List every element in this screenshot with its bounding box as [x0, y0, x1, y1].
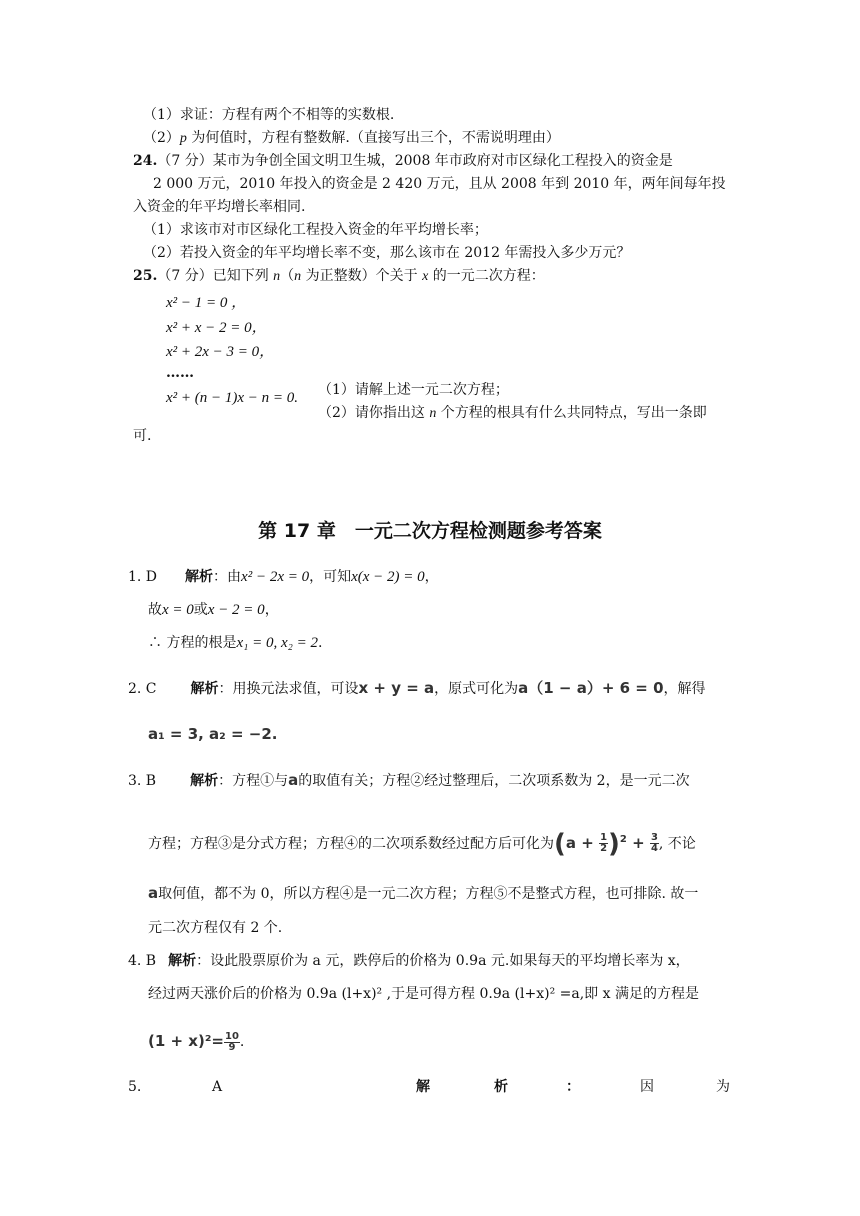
answer-1-l3-eq: x₁ = 0, x₂ = 2	[236, 635, 318, 651]
answer-4-line3	[148, 1030, 244, 1053]
q25-equation-n: x² + (n − 1)x − n = 0.	[166, 390, 299, 406]
q25-part2-cont: 可.	[133, 428, 152, 444]
answer-3-frac2-den: 4	[650, 843, 658, 854]
q25-part2-text-a: （2）请你指出这	[318, 405, 430, 421]
answer-3-line4: 元二次方程仅有 2 个.	[148, 920, 283, 936]
q25-var-x: x	[422, 269, 429, 284]
q25-text-a: （7 分）已知下列	[157, 268, 274, 284]
answers-title: 第 17 章 一元二次方程检测题参考答案	[258, 520, 602, 542]
answer-2-text-b: ，原式可化为	[434, 681, 519, 697]
answer-1-label: 解析	[185, 569, 214, 585]
q24-part2: （2）若投入资金的年平均增长率不变，那么该市在 2012 年需投入多少万元？	[143, 245, 631, 261]
answer-1-text-b: ，可知	[309, 569, 352, 585]
answer-2-line1	[128, 677, 706, 700]
answer-5-colon: ：	[566, 1079, 580, 1095]
answer-5-label2: 析	[494, 1079, 508, 1095]
answer-3-line2	[148, 829, 696, 859]
q25-text-d: 的一元二次方程：	[428, 268, 545, 284]
q25-text-c: 为正整数）个关于	[301, 268, 423, 284]
answer-1-eq1: x² − 2x = 0	[241, 569, 310, 585]
answer-5-letter: A	[212, 1079, 223, 1095]
q24-line2: 2 000 万元，2010 年投入的资金是 2 420 万元，且从 2008 年到 2010 年，两年间每年投	[153, 176, 726, 192]
answer-1-l2-b: 或	[193, 602, 208, 618]
answer-3-text-a: ：方程①与	[218, 773, 289, 789]
answer-3-frac1-num: 1	[600, 832, 608, 843]
q25-ellipsis: ……	[166, 365, 194, 381]
answer-1-number: 1. D	[128, 569, 158, 585]
q25-equation-2: x² + x − 2 = 0，	[166, 320, 267, 336]
answer-3-text-b: 的取值有关；方程②经过整理后，二次项系数为 2，是一元二次	[298, 773, 690, 789]
answer-1-text-c: ，	[424, 569, 439, 585]
q24-line3: 入资金的年平均增长率相同.	[133, 199, 306, 215]
answer-3-line3	[148, 882, 698, 905]
q24-line1	[133, 150, 673, 172]
answer-1-l2-eq1: x = 0	[162, 602, 194, 618]
q25-line1	[133, 265, 545, 288]
answer-3-l2-text: 方程；方程③是分式方程；方程④的二次项系数经过配方后可化为	[148, 836, 554, 852]
q24-number: 24.	[133, 153, 158, 169]
answer-2-text-a: ：用换元法求值，可设	[218, 681, 359, 697]
q23-part2-text: 为何值时，方程有整数解.（直接写出三个，不需说明理由）	[186, 130, 560, 146]
answer-1-line2	[148, 599, 279, 621]
answer-5-word1: 因	[640, 1079, 654, 1095]
q25-equation-3: x² + 2x − 3 = 0，	[166, 344, 275, 360]
answer-1-l2-c: ，	[264, 602, 279, 618]
answer-2-text-c: ，解得	[663, 681, 706, 697]
q23-part1: （1）求证：方程有两个不相等的实数根.	[143, 107, 395, 123]
answer-4-eq: (1 + x)²=	[148, 1032, 224, 1050]
q25-var-n: n	[273, 269, 281, 284]
answer-4-frac-num: 10	[224, 1030, 239, 1042]
q25-part2	[318, 402, 707, 425]
answer-4-text1: ：设此股票原价为 a 元，跌停后的价格为 0.9a 元.如果每天的平均增长率为 x，	[196, 953, 690, 969]
answer-3-l3-text: 取何值，都不为 0，所以方程④是一元二次方程；方程⑤不是整式方程，也可排除. 故一	[158, 886, 699, 902]
answer-5-label1: 解	[416, 1079, 430, 1095]
answer-3-expr-var: a	[565, 834, 577, 852]
answer-1-eq2: x(x − 2) = 0	[351, 569, 425, 585]
q25-part1: （1）请解上述一元二次方程；	[318, 382, 509, 398]
answer-3-expr-plus2: +	[632, 834, 645, 852]
answer-3-frac2-num: 3	[650, 832, 658, 843]
q25-number: 25.	[133, 268, 158, 284]
answer-4-line1	[128, 950, 690, 972]
answer-3-frac1-den: 2	[600, 843, 608, 854]
answer-3-line1	[128, 769, 690, 792]
answer-1-l3-a: ∴ 方程的根是	[148, 635, 237, 651]
answer-4-line2: 经过两天涨价后的价格为 0.9a (l+x)² ,于是可得方程 0.9a (l+x)² =a,即 x 满足的方程是	[148, 986, 699, 1002]
q25-var-n2: n	[294, 269, 302, 284]
answer-4-number: 4. B	[128, 953, 157, 969]
answer-1-line1	[128, 566, 439, 588]
answer-3-expression: (a + $\frac{1}{2}$ )$^2$ + $\frac{3}{4}$	[554, 829, 658, 859]
answer-2-eq2: a（1 − a）+ 6 = 0	[518, 679, 664, 697]
answer-2-label: 解析	[190, 681, 219, 697]
answer-5-number: 5.	[128, 1079, 142, 1095]
q23-part2-prefix: （2）	[143, 130, 180, 146]
q23-var-p: p	[179, 131, 187, 146]
q23-part2	[143, 127, 560, 150]
q25-part2-var-n: n	[429, 406, 437, 421]
answer-4-label: 解析	[168, 953, 197, 969]
q25-part2-text-b: 个方程的根具有什么共同特点，写出一条即	[436, 405, 707, 421]
answer-3-expr-plus: +	[581, 834, 594, 852]
answer-1-line3	[148, 632, 322, 654]
answer-1-l3-b: .	[317, 635, 323, 651]
answer-4-frac-den: 9	[228, 1041, 236, 1053]
answer-3-number: 3. B	[128, 773, 157, 789]
answer-1-text-a: ：由	[213, 569, 242, 585]
answer-3-label: 解析	[190, 773, 219, 789]
answer-4-frac	[224, 1032, 240, 1053]
answer-1-l2-eq2: x − 2 = 0	[207, 602, 265, 618]
answer-3-l2-end: , 不论	[658, 836, 696, 852]
answer-2-eq1: x + y = a	[358, 679, 435, 697]
answer-3-frac-1	[599, 833, 608, 854]
q24-text1: （7 分）某市为争创全国文明卫生城，2008 年市政府对市区绿化工程投入的资金是	[157, 153, 673, 169]
answer-4-end: .	[239, 1034, 245, 1050]
q24-part1: （1）求该市对市区绿化工程投入资金的年平均增长率；	[143, 222, 488, 238]
answer-3-frac-2	[650, 833, 659, 854]
answer-1-l2-a: 故	[148, 602, 162, 618]
answer-3-exponent: 2	[619, 834, 627, 845]
answer-2-line2: a₁ = 3, a₂ = −2.	[148, 725, 278, 743]
answer-3-var-a: a	[288, 771, 299, 789]
answer-3-l3-var: a	[148, 884, 159, 902]
answer-2-number: 2. C	[128, 681, 157, 697]
answer-5-word2: 为	[716, 1079, 730, 1095]
q25-equation-1: x² − 1 = 0 ，	[166, 295, 247, 311]
q25-text-b: （	[280, 268, 295, 284]
